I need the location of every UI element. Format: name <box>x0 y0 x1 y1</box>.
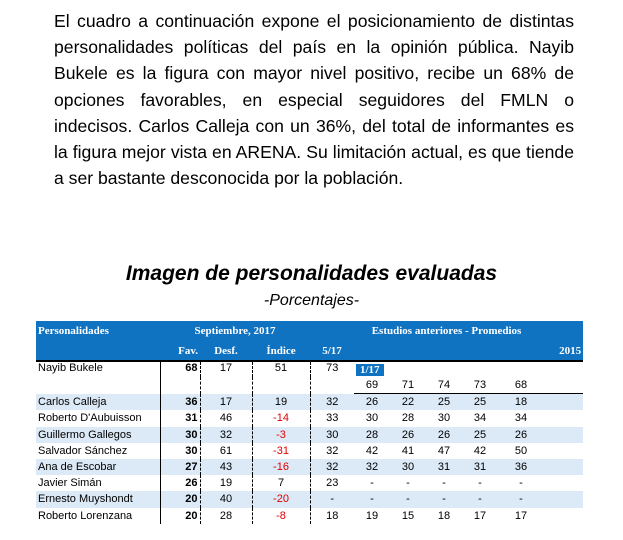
row-e4: - <box>478 477 482 490</box>
row-e5: 36 <box>498 459 544 475</box>
row-517: 32 <box>326 444 339 457</box>
row-517: 32 <box>310 459 354 475</box>
row-e2: 28 <box>401 412 415 425</box>
table-row <box>36 361 583 377</box>
row-indice: -8 <box>252 508 310 524</box>
row-name: Roberto D'Aubuisson <box>38 412 142 425</box>
row-e5: - <box>519 477 523 490</box>
header-fav: Fav. <box>160 341 200 361</box>
row-desf: 32 <box>200 427 252 443</box>
row-fav: 30 <box>160 443 200 459</box>
row-e1: 30 <box>365 412 379 425</box>
row-e4: 34 <box>473 412 487 425</box>
personalities-table <box>36 321 583 524</box>
row-indice: 19 <box>252 394 310 411</box>
table-subtitle: -Porcentajes- <box>263 292 360 309</box>
header-septiembre: Septiembre, 2017 <box>160 321 310 341</box>
row-e1: 28 <box>354 427 390 443</box>
row-fav: 30 <box>160 427 200 443</box>
row-e4: 25 <box>462 394 498 411</box>
row-name: Ernesto Muyshondt <box>36 491 160 507</box>
header-517: 5/17 <box>310 341 354 361</box>
row-e5: 34 <box>514 412 528 425</box>
row-name: Ana de Escobar <box>36 459 160 475</box>
table-row <box>36 459 583 475</box>
row-e3: - <box>426 491 462 507</box>
row-e5: 50 <box>514 444 528 457</box>
row-fav: 27 <box>160 459 200 475</box>
row-e5: 26 <box>498 427 544 443</box>
row-indice: -16 <box>252 459 310 475</box>
table-title: Imagen de personalidades evaluadas <box>125 262 498 285</box>
row-fav: 68 <box>160 361 200 394</box>
row-desf: 43 <box>200 459 252 475</box>
row-e4: 17 <box>473 509 487 522</box>
row-e4: 42 <box>473 444 487 457</box>
row-e5: 18 <box>498 394 544 411</box>
header-row-1 <box>36 321 583 341</box>
row-e5: 68 <box>498 377 544 394</box>
row-e2: 22 <box>390 394 426 411</box>
row-name: Salvador Sánchez <box>38 444 128 457</box>
row-indice: -20 <box>252 491 310 507</box>
header-estudios: Estudios anteriores - Promedios <box>310 321 583 341</box>
row-e2: 71 <box>390 377 426 394</box>
row-fav: 20 <box>160 508 200 524</box>
row-517: 33 <box>326 412 339 425</box>
row-indice: -31 <box>252 443 310 459</box>
row-e1: 19 <box>365 509 379 522</box>
row-fav: 20 <box>160 491 200 507</box>
header-personalidades: Personalidades <box>36 321 160 341</box>
row-e4: 73 <box>462 377 498 394</box>
row-name: Nayib Bukele <box>38 362 103 374</box>
row-fav: 36 <box>160 394 200 411</box>
row-name: Carlos Calleja <box>36 394 160 411</box>
row-e3: 18 <box>437 509 451 522</box>
row-indice: -3 <box>252 427 310 443</box>
row-name: Roberto Lorenzana <box>38 509 133 522</box>
row-e1: 26 <box>354 394 390 411</box>
row-e2: 26 <box>390 427 426 443</box>
row-e5: 17 <box>514 509 528 522</box>
row-517: 73 <box>326 362 339 374</box>
row-e1: - <box>354 491 390 507</box>
row-indice: 7 <box>252 475 310 491</box>
row-e2: - <box>390 491 426 507</box>
table-row <box>36 427 583 443</box>
row-fav: 31 <box>160 410 200 426</box>
header-indice: Índice <box>252 341 310 361</box>
table-row <box>36 394 583 411</box>
header-117: 1/17 <box>356 364 384 376</box>
row-name: Guillermo Gallegos <box>36 427 160 443</box>
row-e4: - <box>462 491 498 507</box>
row-e1: 32 <box>354 459 390 475</box>
row-desf: 17 <box>200 394 252 411</box>
row-fav: 26 <box>160 475 200 491</box>
row-indice: 51 <box>252 361 310 394</box>
row-desf: 17 <box>200 361 252 394</box>
row-e2: 15 <box>401 509 415 522</box>
header-blank <box>36 341 160 361</box>
header-row-2 <box>36 341 583 361</box>
row-indice: -14 <box>252 410 310 426</box>
row-e1: - <box>370 477 374 490</box>
header-2015: 2015 <box>544 341 583 361</box>
row-517: 18 <box>326 509 339 522</box>
row-desf: 28 <box>200 508 252 524</box>
row-desf: 40 <box>200 491 252 507</box>
row-e2: 30 <box>390 459 426 475</box>
row-e2: 41 <box>401 444 415 457</box>
row-e3: 25 <box>426 394 462 411</box>
row-e3: 47 <box>437 444 451 457</box>
header-desf: Desf. <box>200 341 252 361</box>
row-e4: 31 <box>462 459 498 475</box>
row-517: - <box>310 491 354 507</box>
table-row <box>36 475 583 491</box>
row-e3: 26 <box>426 427 462 443</box>
row-e1: 42 <box>365 444 379 457</box>
row-e5: - <box>498 491 544 507</box>
row-desf: 19 <box>200 475 252 491</box>
row-e3: 31 <box>426 459 462 475</box>
row-517: 23 <box>326 477 339 490</box>
table-row <box>36 443 583 459</box>
table-row <box>36 508 583 524</box>
row-e2: - <box>406 477 410 490</box>
row-e3: 30 <box>437 412 451 425</box>
row-517: 30 <box>310 427 354 443</box>
row-name: Javier Simán <box>38 477 102 490</box>
row-e3: - <box>442 477 446 490</box>
table-row <box>36 410 583 426</box>
row-desf: 61 <box>200 443 252 459</box>
row-desf: 46 <box>200 410 252 426</box>
table-row <box>36 491 583 507</box>
row-e3: 74 <box>426 377 462 394</box>
row-517: 32 <box>310 394 354 411</box>
intro-paragraph: El cuadro a continuación expone el posicionamiento de distintas personalidades políticas del país en la opinión pública. Nayib Bukele es la figura con mayor nivel positivo, recibe un 68% de opciones favorables, en especial seguidores del FMLN o indecisos. Carlos Calleja con un 36%, del total de informantes es la figura mejor vista en ARENA. Su limitación actual, es que tiende a ser bastante desconocida por la población. <box>54 11 574 189</box>
row-e1: 69 <box>354 377 390 394</box>
row-e4: 25 <box>462 427 498 443</box>
